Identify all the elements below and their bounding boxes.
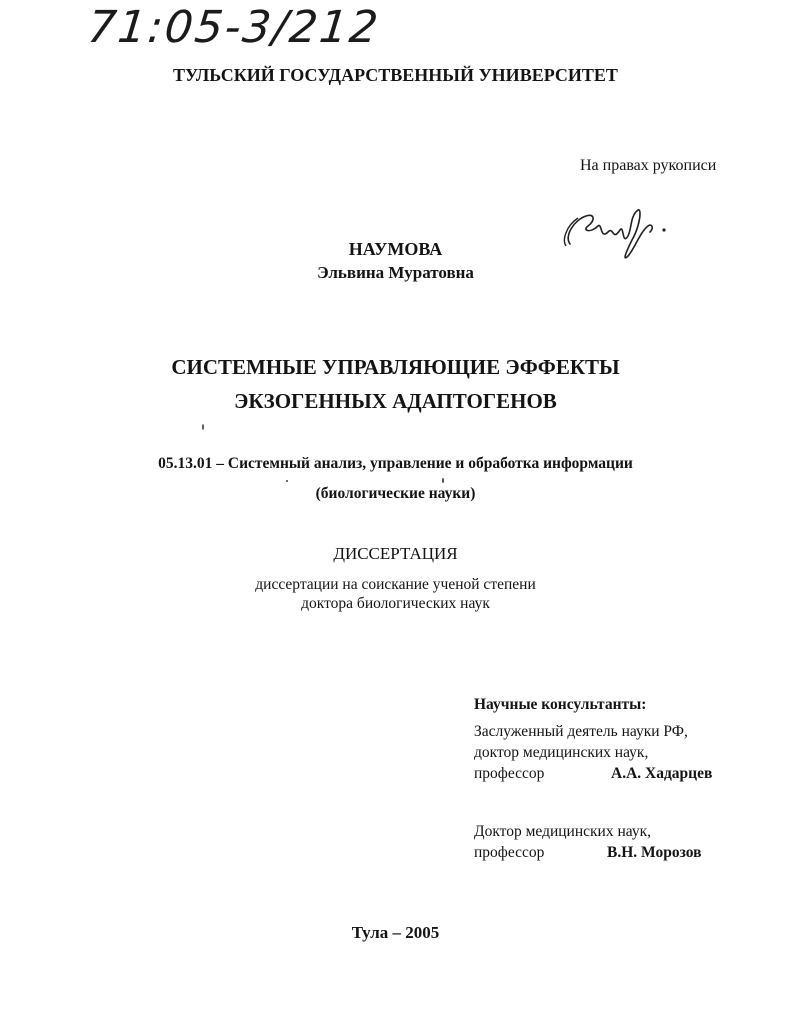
consultant-2-degree: Доктор медицинских наук, xyxy=(474,823,652,840)
city-year: Тула – 2005 xyxy=(351,923,440,942)
author-given-names: Эльвина Муратовна xyxy=(317,263,474,282)
university-name: ТУЛЬСКИЙ ГОСУДАРСТВЕННЫЙ УНИВЕРСИТЕТ xyxy=(173,65,618,85)
scan-speck xyxy=(202,424,204,430)
manuscript-rights: На правах рукописи xyxy=(580,157,717,174)
scan-speck xyxy=(442,478,444,483)
specialty-note: (биологические науки) xyxy=(315,485,476,502)
consultant-1-title: Заслуженный деятель науки РФ, xyxy=(474,723,688,740)
document-type: ДИССЕРТАЦИЯ xyxy=(333,544,458,563)
scan-speck xyxy=(286,480,288,482)
thesis-title-line-1: СИСТЕМНЫЕ УПРАВЛЯЮЩИЕ ЭФФЕКТЫ xyxy=(171,355,620,379)
degree-line-1: диссертации на соискание ученой степени xyxy=(255,576,536,593)
consultant-1-name: А.А. Хадарцев xyxy=(611,765,713,782)
archive-code: 71:05-3/212 xyxy=(85,2,383,53)
consultant-1-degree: доктор медицинских наук, xyxy=(474,744,649,761)
degree-line-2: доктора биологических наук xyxy=(301,595,490,612)
thesis-title-line-2: ЭКЗОГЕННЫХ АДАПТОГЕНОВ xyxy=(234,389,557,413)
consultant-1-rank: профессор xyxy=(474,765,545,782)
consultant-2-name: В.Н. Морозов xyxy=(607,844,702,861)
specialty-code: 05.13.01 – Системный анализ, управление и обработка информации xyxy=(158,455,633,472)
consultant-2-rank: профессор xyxy=(474,844,545,861)
author-surname: НАУМОВА xyxy=(348,239,443,259)
consultants-heading: Научные консультанты: xyxy=(474,696,647,713)
